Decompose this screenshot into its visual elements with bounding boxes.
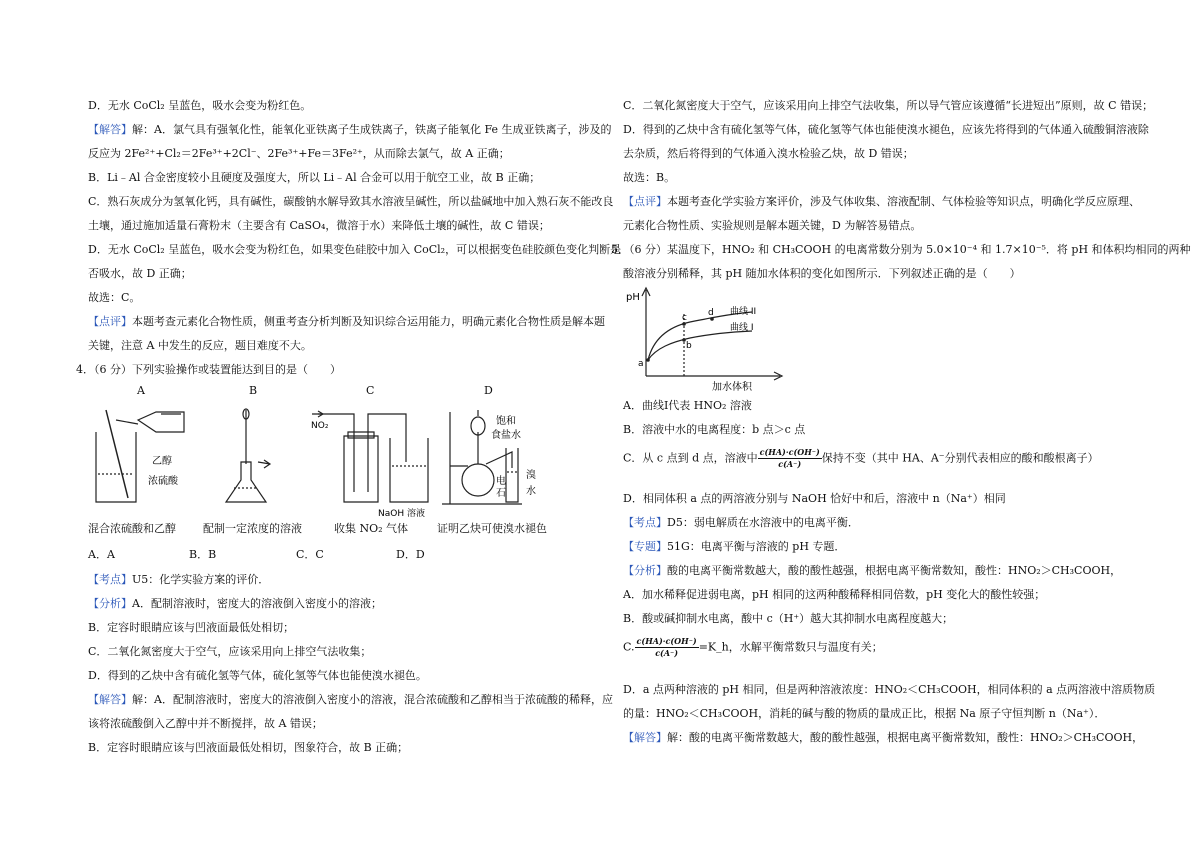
kaodian-tag: 【考点】	[88, 573, 132, 586]
answer-tag: 【解答】	[88, 693, 132, 706]
text-line: D．得到的乙炔中含有硫化氢等气体，硫化氢等气体也能使溴水褪色，应该先将得到的气体通入硫酸铜溶液除	[623, 123, 1149, 136]
point-a	[646, 358, 650, 362]
text-line: 故选：B。	[623, 171, 676, 184]
answer-tag: 【解答】	[623, 731, 667, 744]
caption-b: 配制一定浓度的溶液	[203, 522, 302, 535]
option-5d: D．相同体积 a 点的两溶液分别与 NaOH 恰好中和后，溶液中 n（Na⁺）相同	[623, 492, 1006, 505]
caption-a: 混合浓硫酸和乙醇	[88, 522, 176, 535]
text-line: 元素化合物性质、实验规则是解本题关键，D 为解答易错点。	[623, 219, 922, 232]
caption-c: 收集 NO₂ 气体	[334, 522, 409, 535]
text-line: B．Li﹣Al 合金密度较小且硬度及强度大，所以 Li﹣Al 合金可以用于航空工业，故 B 正确；	[88, 171, 541, 184]
y-axis-label: pH	[626, 292, 640, 303]
x-axis-label: 加水体积	[712, 382, 752, 393]
beaker-a	[96, 432, 136, 502]
fig-letter-a: A	[137, 384, 145, 397]
answer-tag: 【解答】	[88, 123, 132, 136]
fig-letter-c: C	[366, 384, 375, 397]
caption-d: 证明乙炔可使溴水褪色	[437, 522, 547, 535]
glass-rod	[106, 410, 128, 498]
comment-line: 【点评】本题考查化学实验方案评价，涉及气体收集、溶液配制、气体检验等知识点，明确化学反应原理、	[623, 195, 1140, 208]
text-line: C．熟石灰成分为氢氧化钙，具有碱性，碳酸钠水解导致其水溶液呈碱性，所以盐碱地中加入熟石灰不能改良	[88, 195, 614, 208]
comment-line: 【点评】本题考查元素化合物性质，侧重考查分析判断及知识综合运用能力，明确元素化合物性质是解本题	[88, 315, 605, 328]
text-line: B．定容时眼睛应该与凹液面最低处相切，图象符合，故 B 正确；	[88, 741, 409, 754]
outlet-tube	[368, 414, 406, 492]
topic-line: 【专题】51G：电离平衡与溶液的 pH 专题．	[623, 540, 846, 553]
comment-tag: 【点评】	[623, 195, 667, 208]
option-c: C．C	[296, 548, 324, 561]
text-line: 否吸水，故 D 正确；	[88, 267, 192, 280]
option-a: A．A	[88, 548, 115, 561]
label-shui: 水	[526, 486, 536, 497]
text-line: 反应为 2Fe²⁺+Cl₂＝2Fe³⁺+2Cl⁻、2Fe³⁺+Fe＝3Fe²⁺，从而除去氯气，故 A 正确；	[88, 147, 510, 160]
analysis-tag: 【分析】	[88, 597, 132, 610]
topic-tag: 【专题】	[623, 540, 667, 553]
fig-letter-b: B	[249, 384, 258, 397]
gas-bottle	[344, 436, 378, 502]
text-line: 去杂质，然后将得到的气体通入溴水检验乙炔，故 D 错误；	[623, 147, 914, 160]
text-line: D．得到的乙炔中含有硫化氢等气体，硫化氢等气体也能使溴水褪色。	[88, 669, 427, 682]
label-c: c	[682, 313, 687, 323]
text-line: A．加水稀释促进弱电离，pH 相同的这两种酸稀释相同倍数，pH 变化大的酸性较强；	[623, 588, 1046, 601]
text-line: 的量：HNO₂＜CH₃COOH，消耗的碱与酸的物质的量成正比，根据 Na 原子守恒判断 n（Na⁺）．	[623, 707, 1106, 720]
label-sat: 饱和	[496, 416, 516, 427]
fraction: $\frac{c(HA)\cdot c(OH^-)}{c(A^-)}$	[636, 636, 697, 658]
label-d: d	[708, 308, 714, 318]
label-shi: 石	[496, 488, 506, 499]
label-dian: 电	[496, 476, 506, 487]
comment-tag: 【点评】	[88, 315, 132, 328]
answer-line: 【解答】解：酸的电离平衡常数越大，酸的酸性越强，根据电离平衡常数知，酸性：HNO₂＞CH₃COOH，	[623, 731, 1144, 744]
analysis-line: 【分析】酸的电离平衡常数越大，酸的酸性越强，根据电离平衡常数知，酸性：HNO₂＞CH₃COOH，	[623, 564, 1122, 577]
text-line: D．无水 CoCl₂ 呈蓝色，吸水会变为粉红色。	[88, 99, 312, 112]
label-a: a	[638, 359, 644, 369]
volumetric-flask	[226, 462, 266, 502]
ph-graph	[620, 284, 800, 392]
pouring-bottle	[138, 412, 184, 432]
text-line: 酸溶液分别稀释，其 pH 随加水体积的变化如图所示．下列叙述正确的是（ ）	[623, 267, 1021, 280]
analysis-line: 【分析】A．配制溶液时，密度大的溶液倒入密度小的溶液；	[88, 597, 382, 610]
curve-ii-label: 曲线 II	[730, 307, 757, 317]
kaodian-line: 【考点】U5：化学实验方案的评价．	[88, 573, 270, 586]
label-b: b	[686, 341, 692, 351]
label-xiu: 溴	[526, 470, 536, 481]
text-line: 该将浓硫酸倒入乙醇中并不断搅拌，故 A 错误；	[88, 717, 323, 730]
text-line: 土壤，通过施加适量石膏粉末（主要含有 CaSO₄，微溶于水）来降低土壤的碱性，故 C 错误；	[88, 219, 550, 232]
fraction: $\frac{c(HA)\cdot c(OH^-)}{c(A^-)}$	[759, 447, 820, 469]
round-flask	[462, 464, 494, 496]
option-b: B．B	[189, 548, 217, 561]
curve-i	[648, 331, 752, 360]
analysis-tag: 【分析】	[623, 564, 667, 577]
curve-i-label: 曲线 I	[730, 323, 754, 333]
label-conc-acid: 浓硫酸	[148, 476, 178, 487]
label-naoh: NaOH 溶液	[378, 509, 425, 519]
text-line: C．二氧化氮密度大于空气，应该采用向上排空气法收集；	[88, 645, 372, 658]
text-line: 故选：C。	[88, 291, 141, 304]
option-5a: A．曲线Ⅰ代表 HNO₂ 溶液	[623, 399, 752, 412]
answer-line: 【解答】解：A．配制溶液时，密度大的溶液倒入密度小的溶液，混合浓硫酸和乙醇相当于浓硫酸的稀释，应	[88, 693, 613, 706]
apparatus-figure	[86, 402, 556, 519]
text-line: B．定容时眼睛应该与凹液面最低处相切；	[88, 621, 295, 634]
delivery-tube	[486, 452, 512, 468]
text-line: D．无水 CoCl₂ 呈蓝色，吸水会变为粉红色，如果变色硅胶中加入 CoCl₂，可以根据变色硅胶颜色变化判断是	[88, 243, 622, 256]
text-line: D．a 点两种溶液的 pH 相同，但是两种溶液浓度：HNO₂＜CH₃COOH，相同体积的 a 点两溶液中溶质物质	[623, 683, 1156, 696]
label-ethanol: 乙醇	[152, 456, 172, 467]
text-line: 关键，注意 A 中发生的反应，题目难度不大。	[88, 339, 312, 352]
kaodian-tag: 【考点】	[623, 516, 667, 529]
kaodian-line: 【考点】D5：弱电解质在水溶液中的电离平衡．	[623, 516, 859, 529]
label-no2: NO₂	[311, 421, 329, 431]
question-5: 5．（6 分）某温度下，HNO₂ 和 CH₃COOH 的电离常数分别为 5.0×10⁻⁴ 和 1.7×10⁻⁵．将 pH 和体积均相同的两种	[611, 243, 1191, 256]
text-line: B．酸或碱抑制水电离，酸中 c（H⁺）越大其抑制水电离程度越大；	[623, 612, 954, 625]
formula-line: C. $\frac{c(HA)\cdot c(OH^-)}{c(A^-)}$ =K_h，水解平衡常数只与温度有关；	[623, 636, 883, 658]
option-d: D．D	[396, 548, 425, 561]
option-5b: B．溶液中水的电离程度：b 点＞c 点	[623, 423, 806, 436]
option-5c: C．从 c 点到 d 点，溶液中 $\frac{c(HA)\cdot c(OH^-)}{c(A^-)}$ 保持不变（其中 HA、A⁻分别代表相应的酸和酸根离子）	[623, 447, 1099, 469]
fig-letter-d: D	[484, 384, 493, 397]
question-4: 4．（6 分）下列实验操作或装置能达到目的是（ ）	[76, 363, 341, 376]
text-line: C．二氧化氮密度大于空气，应该采用向上排空气法收集，所以导气管应该遵循“长进短出”原则，故 C 错误；	[623, 99, 1154, 112]
label-brine: 食盐水	[491, 430, 521, 441]
answer-line: 【解答】解：A．氯气具有强氧化性，能氧化亚铁离子生成铁离子，铁离子能氧化 Fe 生成亚铁离子，涉及的	[88, 123, 612, 136]
